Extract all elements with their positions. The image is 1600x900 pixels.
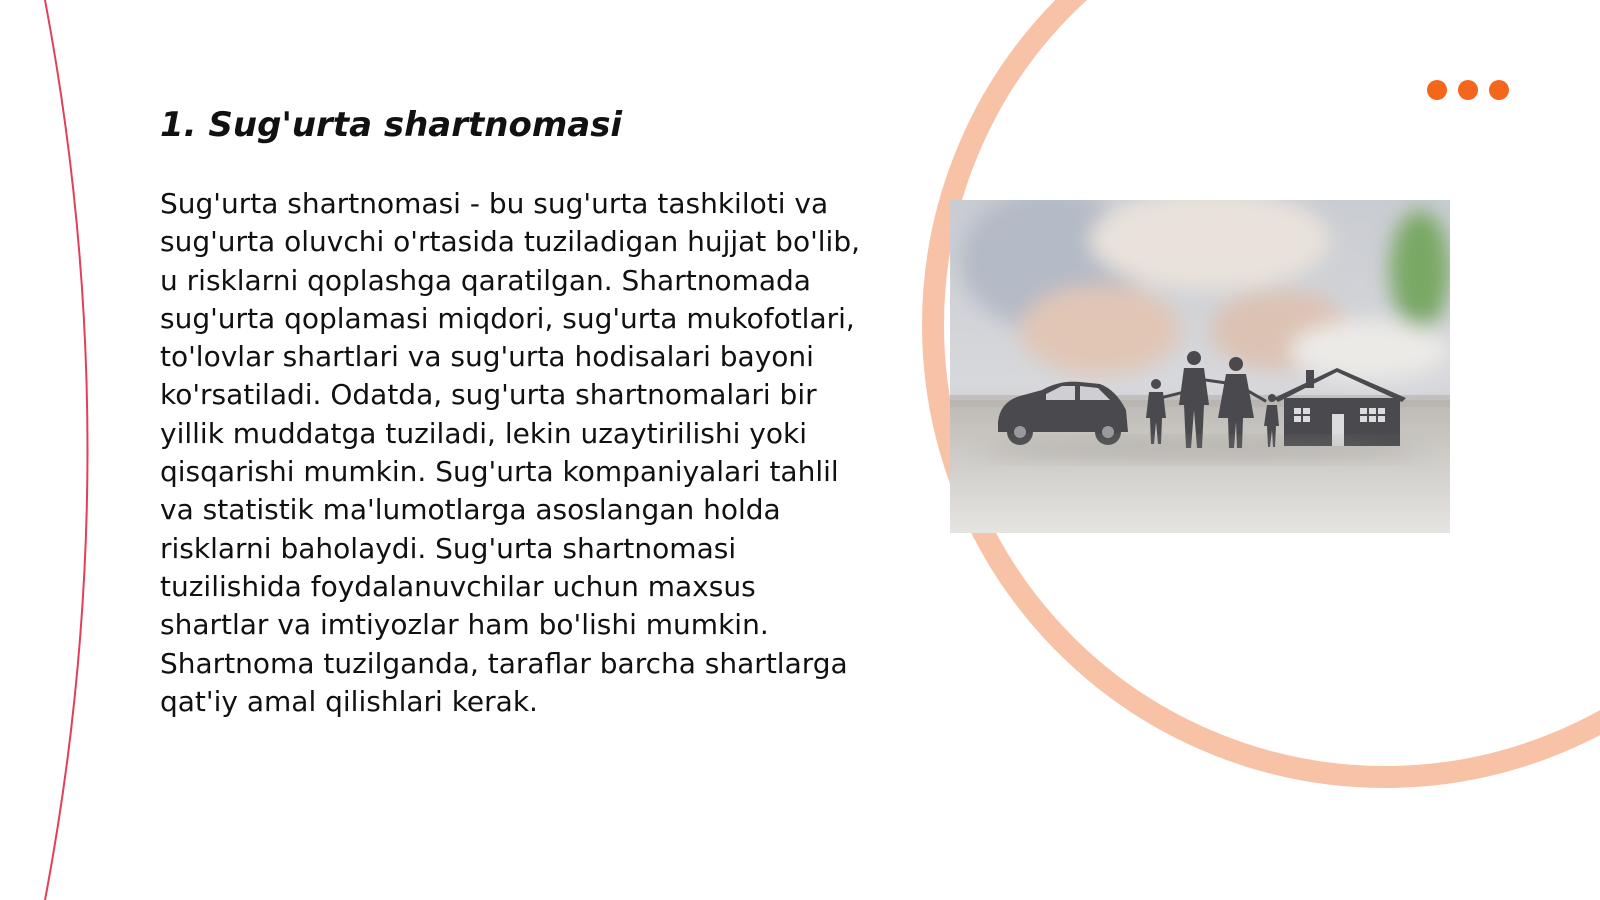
- orange-dot: [1489, 80, 1509, 100]
- slide-title: 1. Sug'urta shartnomasi: [160, 105, 623, 145]
- orange-dot: [1427, 80, 1447, 100]
- insurance-photo: [950, 200, 1450, 533]
- left-curve-line: [45, 0, 88, 900]
- dots-ornament: [1427, 80, 1509, 100]
- slide-body-text: Sug'urta shartnomasi - bu sug'urta tashkiloti va sug'urta oluvchi o'rtasida tuziladigan hujjat bo'lib, u risklarni qoplashga qaratilgan. Shartnomada sug'urta qoplamasi miqdori, sug'urta mukofotlari, to'lovlar shartlari va sug'urta hodisalari bayoni ko'rsatiladi. Odatda, sug'urta shartnomalari bir yillik muddatga tuziladi, lekin uzaytirilishi yoki qisqarishi mumkin. Sug'urta kompaniyalari tahlil va statistik ma'lumotlarga asoslangan holda risklarni baholaydi. Sug'urta shartnomasi tuzilishida foydalanuvchilar uchun maxsus shartlar va imtiyozlar ham bo'lishi mumkin. Shartnoma tuzilganda, taraflar barcha shartlarga qat'iy amal qilishlari kerak.: [160, 187, 861, 718]
- orange-dot: [1458, 80, 1478, 100]
